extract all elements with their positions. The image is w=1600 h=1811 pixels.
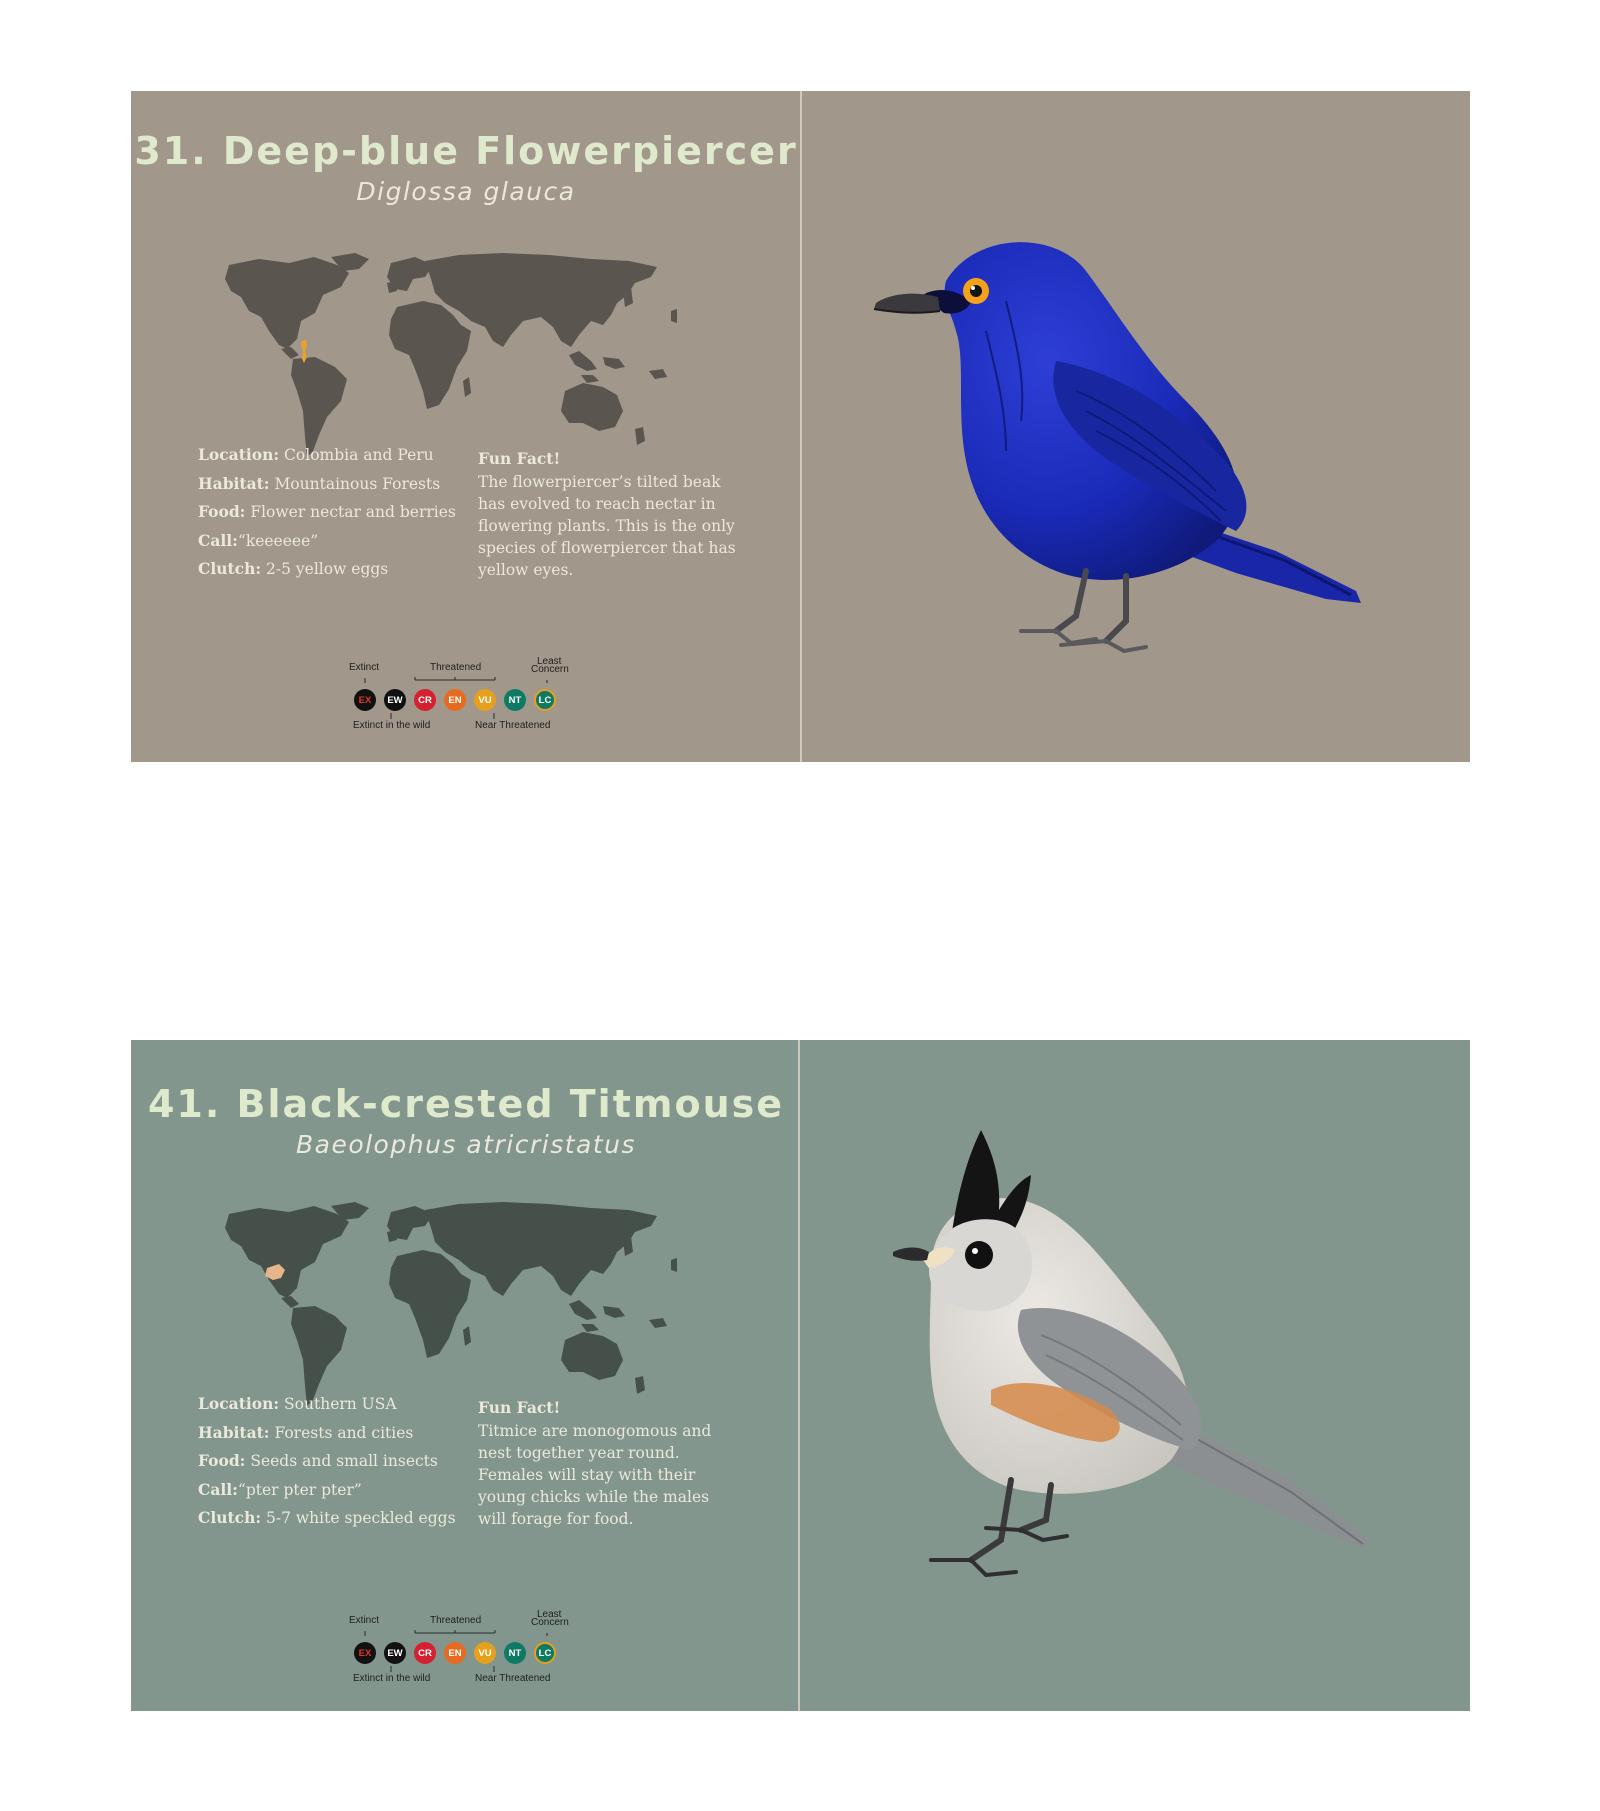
world-range-map — [219, 1200, 703, 1410]
iucn-vu-dot: VU — [474, 689, 496, 711]
fact-label: Call: — [198, 530, 238, 550]
fun-fact — [478, 1397, 738, 1530]
fact-list — [198, 441, 456, 584]
fact-label: Habitat: — [198, 1422, 270, 1442]
iucn-label-concern: Concern — [531, 664, 569, 675]
iucn-lc-dot-selected: LC — [534, 689, 556, 711]
fact-value: Seeds and small insects — [250, 1452, 438, 1470]
fact-label: Location: — [198, 1394, 280, 1413]
iucn-label-threatened: Threatened — [430, 662, 482, 673]
fact-clutch — [198, 1504, 456, 1533]
page-title: 31. Deep-blue Flowerpiercer — [134, 129, 798, 173]
scientific-name: Baeolophus atricristatus — [295, 1130, 637, 1159]
fact-label: Food: — [198, 502, 246, 521]
iucn-lc-dot-selected: LC — [534, 1642, 556, 1664]
page-title: 41. Black-crested Titmouse — [147, 1082, 785, 1126]
iucn-label-extinct-wild: Extinct in the wild — [353, 720, 431, 731]
titmouse-illustration — [871, 1120, 1451, 1660]
fact-value: Flower nectar and berries — [250, 503, 456, 521]
fact-label: Habitat: — [198, 473, 270, 493]
fact-food — [198, 1447, 456, 1476]
iucn-ew-dot: EW — [384, 1642, 406, 1664]
flowerpiercer-illustration — [856, 211, 1416, 721]
fact-label: Clutch: — [198, 1508, 262, 1527]
iucn-ew-dot: EW — [384, 689, 406, 711]
spread-flowerpiercer — [131, 91, 1470, 762]
fact-location — [198, 441, 456, 470]
world-landmass — [225, 1202, 677, 1406]
fun-fact-heading: Fun Fact! — [478, 1398, 561, 1417]
iucn-nt-dot: NT — [504, 689, 526, 711]
iucn-label-least: Least — [537, 1609, 562, 1620]
iucn-label-near-threatened: Near Threatened — [475, 720, 551, 731]
fact-habitat — [198, 1419, 456, 1448]
iucn-label-concern: Concern — [531, 1617, 569, 1628]
iucn-en-dot: EN — [444, 1642, 466, 1664]
fact-label: Location: — [198, 445, 280, 464]
iucn-cr-dot: CR — [414, 1642, 436, 1664]
fact-value: “pter pter pter” — [237, 1480, 362, 1499]
iucn-label-near-threatened: Near Threatened — [475, 1673, 551, 1684]
iucn-cr-dot: CR — [414, 689, 436, 711]
fact-clutch — [198, 555, 456, 584]
iucn-status-scale — [349, 656, 583, 753]
fun-fact-text: Titmice are monogomous and nest together year round. Females will stay with their young chicks while the males will forage for food. — [478, 1422, 712, 1528]
iucn-label-least: Least — [537, 656, 562, 667]
fact-habitat — [198, 470, 456, 499]
fact-value: Southern USA — [284, 1395, 397, 1413]
iucn-label-extinct-wild: Extinct in the wild — [353, 1673, 431, 1684]
fact-value: 5-7 white speckled eggs — [266, 1509, 456, 1527]
iucn-label-threatened: Threatened — [430, 1615, 482, 1626]
iucn-en-dot: EN — [444, 689, 466, 711]
fact-value: 2-5 yellow eggs — [266, 560, 389, 578]
fact-call — [198, 1476, 456, 1505]
fact-list — [198, 1390, 456, 1533]
fact-label: Food: — [198, 1451, 246, 1470]
world-landmass — [225, 253, 677, 457]
fact-label: Clutch: — [198, 559, 262, 578]
fact-value: Colombia and Peru — [284, 446, 434, 464]
fact-food — [198, 498, 456, 527]
fact-value: Forests and cities — [274, 1423, 414, 1442]
fact-call — [198, 527, 456, 556]
fact-location — [198, 1390, 456, 1419]
iucn-label-extinct: Extinct — [349, 1615, 380, 1626]
iucn-ex-dot: EX — [354, 1642, 376, 1664]
fun-fact-text: The flowerpiercer’s tilted beak has evolved to reach nectar in flowering plants. This is the only species of flowerpiercer that has yellow eyes. — [478, 473, 736, 579]
fun-fact — [478, 448, 738, 581]
fact-value: Mountainous Forests — [274, 474, 441, 493]
iucn-label-extinct: Extinct — [349, 662, 380, 673]
world-range-map — [219, 251, 703, 461]
iucn-ex-dot: EX — [354, 689, 376, 711]
iucn-nt-dot: NT — [504, 1642, 526, 1664]
iucn-status-scale — [349, 1609, 583, 1706]
fact-label: Call: — [198, 1479, 238, 1499]
spread-titmouse — [131, 1040, 1470, 1711]
iucn-vu-dot: VU — [474, 1642, 496, 1664]
fact-value: “keeeeee” — [237, 531, 319, 550]
scientific-name: Diglossa glauca — [356, 177, 576, 206]
fun-fact-heading: Fun Fact! — [478, 449, 561, 468]
